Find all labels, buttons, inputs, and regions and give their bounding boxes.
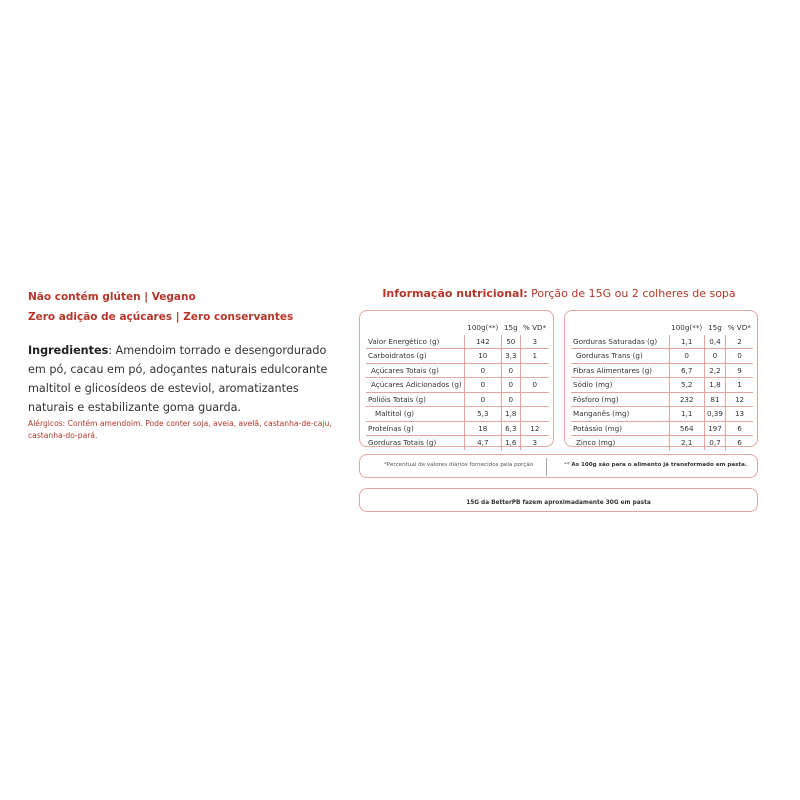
footnote-daily-values: *Percentual de valores diários fornecidos pela porção	[384, 462, 534, 468]
table-row	[571, 378, 753, 393]
tagline-gluten-vegan: Não contém glúten | Vegano	[28, 291, 196, 303]
value-100g: 0	[464, 363, 501, 378]
table-row	[366, 407, 549, 422]
value-15g: 0	[704, 349, 725, 364]
tagline-zero-sugar: Zero adição de açúcares | Zero conservantes	[28, 311, 294, 323]
table-header-100g: 100g(**)	[467, 323, 499, 333]
nutrient-label: Gorduras Totais (g)	[368, 438, 437, 448]
table-row	[366, 378, 549, 393]
table-row	[571, 421, 753, 436]
value-vd	[520, 363, 549, 378]
value-100g: 6,7	[669, 363, 704, 378]
nutrient-label: Manganês (mg)	[571, 407, 669, 422]
table-row	[366, 335, 549, 349]
value-15g: 1,8	[704, 378, 725, 393]
nutrient-label: Gorduras Saturadas (g)	[571, 335, 669, 349]
value-100g: 18	[464, 421, 501, 436]
nutrient-label: Sódio (mg)	[571, 378, 669, 393]
table-header-empty	[366, 321, 464, 335]
nutrient-label: Carboidratos (g)	[366, 349, 464, 364]
value-100g: 1,1	[669, 407, 704, 422]
nutrition-title-bold: Informação nutricional:	[382, 287, 528, 300]
nutrient-label: Gorduras Trans (g)	[571, 349, 669, 364]
value-15g: 0	[501, 363, 520, 378]
table-row	[571, 363, 753, 378]
nutrition-title	[360, 287, 758, 300]
table-row	[571, 407, 753, 422]
value-100g: 5,2	[669, 378, 704, 393]
value-15g: 197	[704, 421, 725, 436]
value-vd: 13	[726, 407, 753, 422]
table-header-vd: % VD*	[523, 323, 547, 333]
value-100g: 10	[464, 349, 501, 364]
table-row	[366, 349, 549, 364]
value-100g: 1,1	[669, 335, 704, 349]
table-row	[571, 392, 753, 407]
value-100g: 4,7	[464, 436, 501, 450]
nutrient-label: Zinco (mg)	[576, 438, 616, 448]
nutrition-table-2	[571, 321, 753, 450]
value-vd: 9	[726, 363, 753, 378]
nutrient-label: Fibras Alimentares (g)	[571, 363, 669, 378]
value-vd: 0	[726, 349, 753, 364]
table-header-100g: 100g(**)	[671, 323, 703, 333]
nutrition-title-rest: Porção de 15G ou 2 colheres de sopa	[527, 287, 736, 300]
ingredients-paragraph	[28, 341, 340, 417]
value-100g: 0	[464, 378, 501, 393]
footnote-box	[359, 454, 758, 478]
nutrient-label: Açúcares Adicionados (g)	[366, 378, 464, 393]
table-row	[366, 363, 549, 378]
value-100g: 0	[464, 392, 501, 407]
value-vd	[520, 392, 549, 407]
value-vd: 3	[520, 335, 549, 349]
value-vd	[520, 407, 549, 422]
value-15g: 0,4	[704, 335, 725, 349]
value-15g: 1,8	[501, 407, 520, 422]
ingredients-text: : Amendoim torrado e desengordurado em pó, cacau em pó, adoçantes naturais edulcorante maltitol e glicosídeos de esteviol, aromatizantes naturais e estabilizante goma guarda.	[28, 344, 328, 414]
value-15g: 6,3	[501, 421, 520, 436]
value-vd: 6	[726, 436, 753, 450]
nutrition-table-2-box	[564, 310, 758, 447]
value-vd: 1	[520, 349, 549, 364]
serving-note: 15G da BetterPB fazem aproximadamente 30G em pasta	[466, 500, 651, 506]
nutrition-table-1	[366, 321, 549, 450]
value-100g: 564	[669, 421, 704, 436]
table-header-empty	[571, 321, 669, 335]
table-header-vd: % VD*	[727, 323, 751, 333]
nutrient-label: Potássio (mg)	[571, 421, 669, 436]
nutrient-label: Valor Energético (g)	[366, 335, 464, 349]
nutrient-label: Maltitol (g)	[366, 407, 464, 422]
table-row	[571, 335, 753, 349]
value-vd: 2	[726, 335, 753, 349]
value-vd: 1	[726, 378, 753, 393]
value-100g: 142	[464, 335, 501, 349]
table-header-15g: 15g	[708, 323, 722, 333]
table-header-15g: 15g	[503, 323, 518, 333]
nutrition-table-1-box	[359, 310, 554, 447]
value-15g: 0	[501, 378, 520, 393]
nutrient-label: Polióis Totais (g)	[366, 392, 464, 407]
footnote-100g	[564, 462, 747, 468]
nutrient-label: Fósforo (mg)	[571, 392, 669, 407]
value-vd: 3	[520, 436, 549, 450]
value-15g: 1,6	[501, 436, 520, 450]
table-row	[571, 436, 753, 450]
allergens-text: Alérgicos: Contém amendoim. Pode conter soja, aveia, avelã, castanha-de-caju, castanha-do-pará.	[28, 419, 332, 440]
value-15g: 0,7	[704, 436, 725, 450]
table-row	[571, 349, 753, 364]
nutrient-label: Açúcares Totais (g)	[366, 363, 464, 378]
value-100g: 2,1	[669, 436, 704, 450]
serving-note-box	[359, 488, 758, 512]
value-vd: 12	[520, 421, 549, 436]
footnote-100g-text: As 100g são para o alimento já transformado em pasta.	[571, 462, 748, 468]
nutrient-label: Proteínas (g)	[366, 421, 464, 436]
table-row	[366, 436, 549, 450]
value-100g: 5,3	[464, 407, 501, 422]
value-15g: 3,3	[501, 349, 520, 364]
value-15g: 0,39	[704, 407, 725, 422]
value-vd: 6	[726, 421, 753, 436]
value-15g: 2,2	[704, 363, 725, 378]
footnote-100g-prefix: **	[564, 462, 572, 468]
table-row	[366, 392, 549, 407]
value-15g: 50	[501, 335, 520, 349]
value-vd: 0	[520, 378, 549, 393]
value-100g: 0	[669, 349, 704, 364]
ingredients-label: Ingredientes	[28, 344, 109, 357]
table-row	[366, 421, 549, 436]
value-vd: 12	[726, 392, 753, 407]
footnote-divider	[546, 458, 547, 476]
value-15g: 81	[704, 392, 725, 407]
value-15g: 0	[501, 392, 520, 407]
value-100g: 232	[669, 392, 704, 407]
